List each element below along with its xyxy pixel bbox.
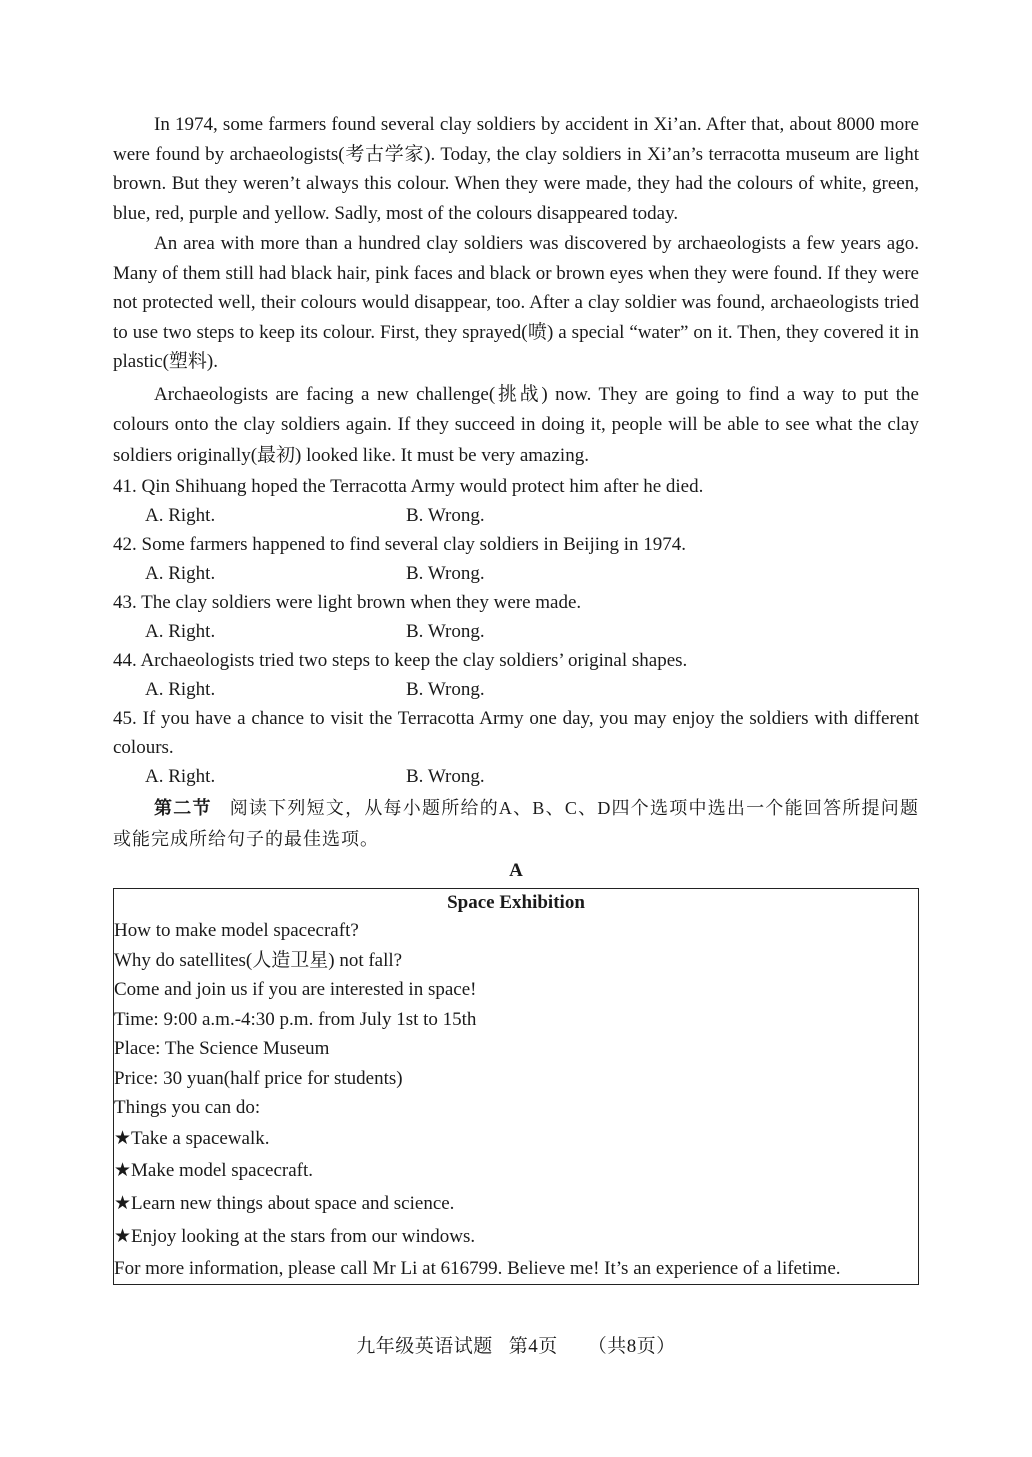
question-stem: 45. If you have a chance to visit the Terracotta Army one day, you may enjoy the soldiers with different colours.	[113, 708, 919, 758]
activity-item: ★Take a spacewalk.	[114, 1127, 270, 1149]
exam-page	[113, 110, 919, 1285]
question-44	[113, 646, 919, 704]
notice-time: Time: 9:00 a.m.-4:30 p.m. from July 1st to 15th	[114, 1008, 477, 1030]
option-b[interactable]: B. Wrong.	[406, 563, 485, 584]
option-b[interactable]: B. Wrong.	[406, 679, 485, 700]
notice-line: Why do satellites(人造卫星) not fall?	[114, 949, 403, 971]
option-a[interactable]: A. Right.	[145, 505, 216, 526]
option-a[interactable]: A. Right.	[145, 563, 216, 584]
question-options	[113, 559, 919, 588]
option-a[interactable]: A. Right.	[145, 766, 216, 787]
passage-paragraph-2: An area with more than a hundred clay soldiers was discovered by archaeologists a few years ago. Many of them still had black hair, pink faces and black or brown eyes when they were found. If they were not protected well, their colours would disappear, too. After a clay soldier was found, archaeologists tried to use two steps to keep its colour. First, they sprayed(喷) a special “water” on it. Then, they covered it in plastic(塑料).	[113, 233, 919, 372]
notice-contact: For more information, please call Mr Li at 616799. Believe me! It’s an experience of a lifetime.	[114, 1258, 841, 1280]
passage-paragraph-3: Archaeologists are facing a new challenge(挑战) now. They are going to find a way to put the colours onto the clay soldiers again. If they succeed in doing it, people will be able to see what the clay soldiers originally(最初) looked like. It must be very amazing.	[113, 383, 919, 466]
page-footer	[0, 1333, 1032, 1361]
footer-page-number: 第4页	[508, 1336, 558, 1357]
question-options	[113, 617, 919, 646]
question-41	[113, 472, 919, 530]
notice-line: How to make model spacecraft?	[114, 920, 359, 941]
question-options	[113, 762, 919, 791]
option-a[interactable]: A. Right.	[145, 679, 216, 700]
option-a[interactable]: A. Right.	[145, 621, 216, 642]
passage-paragraph-1: In 1974, some farmers found several clay soldiers by accident in Xi’an. After that, about 8000 more were found by archaeologists(考古学家). Today, the clay soldiers in Xi’an’s terracotta museum are light brown. But they weren’t always this colour. When they were made, they had the colours of white, green, blue, red, purple and yellow. Sadly, most of the colours disappeared today.	[113, 114, 919, 224]
question-stem: 42. Some farmers happened to find several clay soldiers in Beijing in 1974.	[113, 534, 687, 555]
notice-price: Price: 30 yuan(half price for students)	[114, 1067, 403, 1089]
option-b[interactable]: B. Wrong.	[406, 766, 485, 787]
question-stem: 43. The clay soldiers were light brown when they were made.	[113, 592, 582, 613]
option-b[interactable]: B. Wrong.	[406, 621, 485, 642]
notice-place: Place: The Science Museum	[114, 1038, 330, 1059]
part-label: A	[509, 860, 523, 881]
footer-exam-title: 九年级英语试题	[356, 1336, 493, 1357]
question-43	[113, 588, 919, 646]
option-b[interactable]: B. Wrong.	[406, 505, 485, 526]
activity-item: ★Enjoy looking at the stars from our windows.	[114, 1225, 476, 1247]
exhibition-title: Space Exhibition	[447, 892, 585, 913]
activity-item: ★Make model spacecraft.	[114, 1160, 314, 1182]
question-42	[113, 530, 919, 588]
question-stem: 44. Archaeologists tried two steps to keep the clay soldiers’ original shapes.	[113, 650, 688, 671]
footer-total-pages: （共8页）	[587, 1336, 676, 1357]
notice-line: Things you can do:	[114, 1097, 261, 1118]
exhibition-notice-box	[113, 888, 919, 1285]
question-options	[113, 501, 919, 530]
activity-item: ★Learn new things about space and science.	[114, 1192, 455, 1214]
section-2-text: 阅读下列短文，从每小题所给的A、B、C、D四个选项中选出一个能回答所提问题或能完成所给句子的最佳选项。	[113, 798, 920, 849]
question-options	[113, 675, 919, 704]
question-45	[113, 704, 919, 791]
section-2-instruction	[113, 793, 919, 855]
section-2-title: 第二节	[154, 798, 212, 818]
notice-line: Come and join us if you are interested in space!	[114, 979, 477, 1000]
question-stem: 41. Qin Shihuang hoped the Terracotta Army would protect him after he died.	[113, 476, 704, 497]
